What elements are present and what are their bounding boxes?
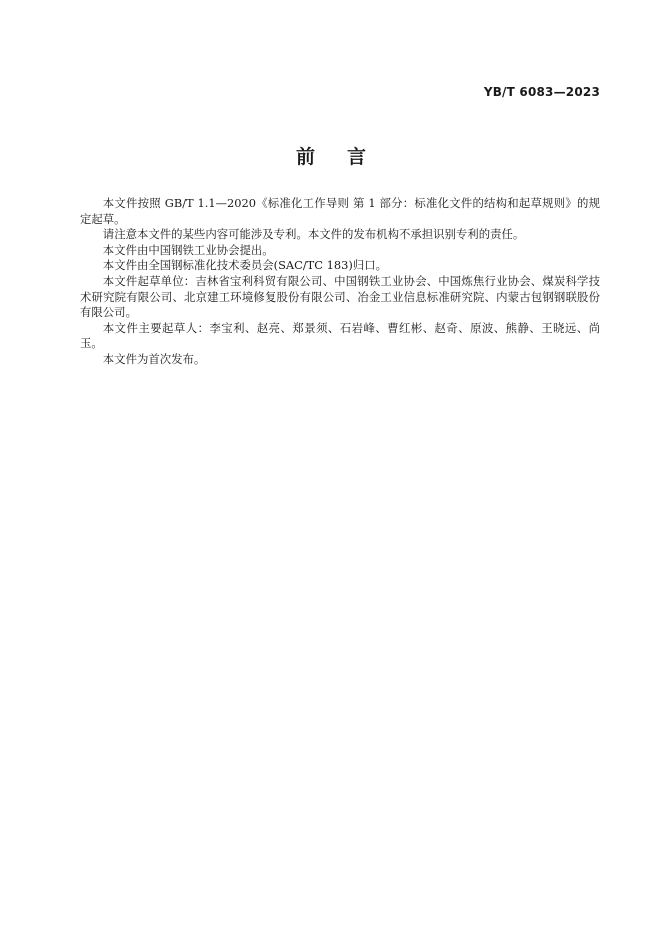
paragraph-drafting-units: 本文件起草单位：吉林省宝利科贸有限公司、中国钢铁工业协会、中国炼焦行业协会、煤炭科学技术研究院有限公司、北京建工环境修复股份有限公司、冶金工业信息标准研究院、内蒙古包钢钢联股份有限公司。: [80, 273, 600, 320]
title-char-2: 言: [347, 146, 367, 168]
paragraph-first-release: 本文件为首次发布。: [102, 351, 206, 366]
paragraph-patent-notice: 请注意本文件的某些内容可能涉及专利。本文件的发布机构不承担识别专利的责任。: [102, 227, 525, 242]
page-title: [0, 142, 662, 169]
paragraph-proposer: 本文件由中国钢铁工业协会提出。: [102, 242, 274, 257]
paragraph-technical-committee: 本文件由全国钢标准化技术委员会(SAC/TC 183)归口。: [102, 258, 387, 273]
standard-number: YB/T 6083—2023: [483, 85, 600, 99]
paragraph-drafters: 本文件主要起草人：李宝利、赵亮、郑景须、石岩峰、曹红彬、赵奇、原波、熊静、王晓远、尚玉。: [80, 320, 600, 351]
foreword-body: [80, 196, 600, 368]
paragraph-drafting-basis: 本文件按照 GB/T 1.1—2020《标准化工作导则 第 1 部分：标准化文件的结构和起草规则》的规定起草。: [80, 196, 600, 226]
title-char-1: 前: [295, 146, 315, 168]
